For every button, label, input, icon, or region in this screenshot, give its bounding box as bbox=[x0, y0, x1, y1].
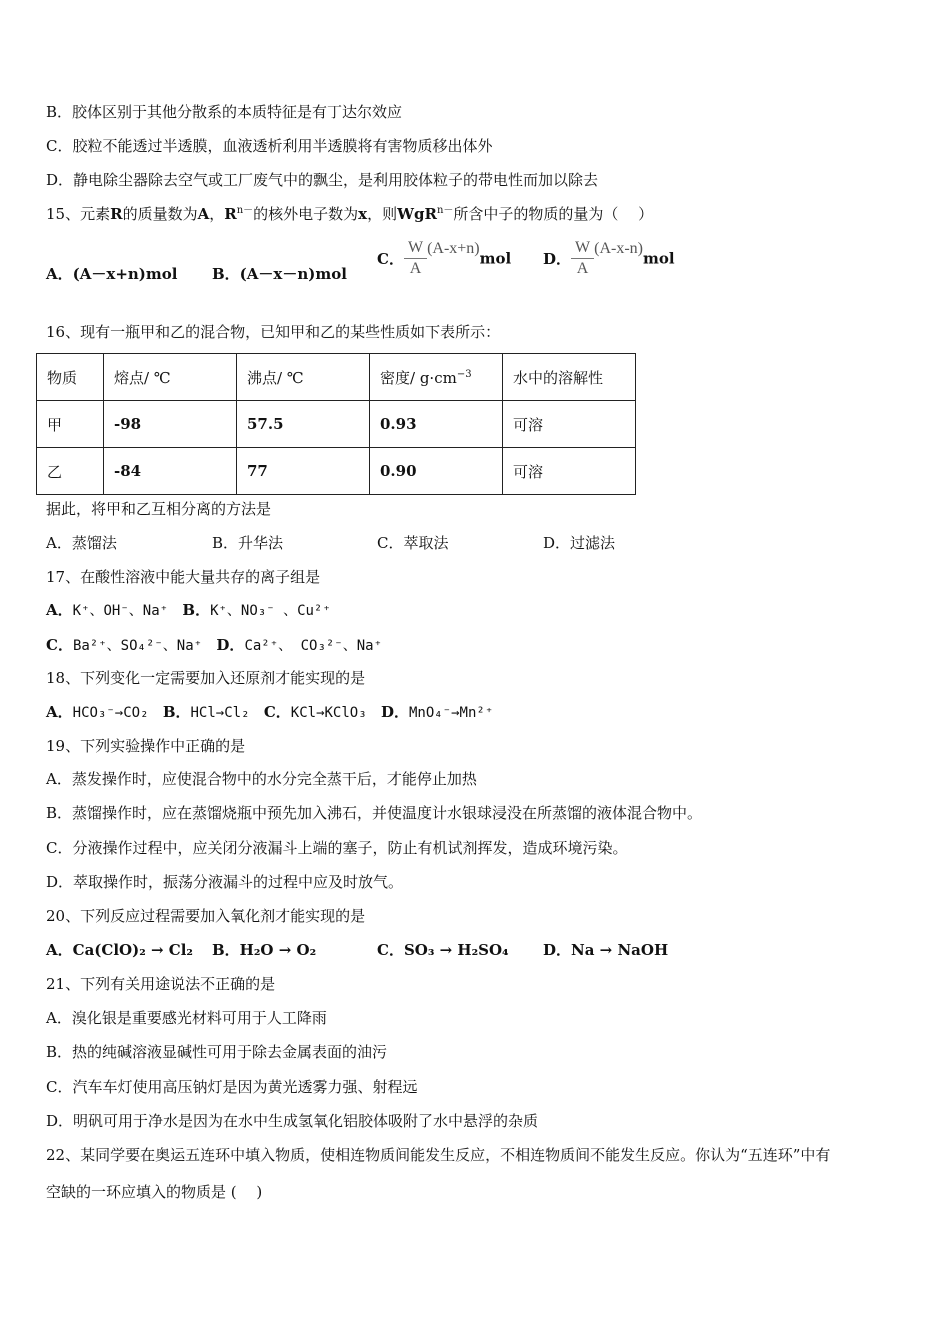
q16-option-c: C．萃取法 bbox=[377, 534, 449, 552]
table-cell: 0.90 bbox=[370, 448, 503, 495]
q15-option-b: B．(A－x－n)mol bbox=[212, 265, 347, 283]
q15-option-d: D． $\frac{W}{A}$ (A-x-n)mol bbox=[543, 239, 675, 277]
q18-options: A．HCO₃⁻→CO₂ B．HCl→Cl₂ C．KCl→KClO₃ D．MnO₄⁻→Mn²⁺ bbox=[46, 703, 494, 721]
q21-option-c: C．汽车车灯使用高压钠灯是因为黄光透雾力强、射程远 bbox=[46, 1078, 418, 1096]
q19-option-c: C．分液操作过程中，应关闭分液漏斗上端的塞子，防止有机试剂挥发，造成环境污染。 bbox=[46, 839, 628, 857]
table-cell: 可溶 bbox=[503, 448, 636, 495]
table-header-row bbox=[37, 354, 636, 401]
q17-options-ab: A．K⁺、OH⁻、Na⁺ B．K⁺、NO₃⁻ 、Cu²⁺ bbox=[46, 601, 331, 619]
table-header-cell: 熔点/ ℃ bbox=[104, 354, 237, 401]
table-row bbox=[37, 448, 636, 495]
q16-option-a: A．蒸馏法 bbox=[46, 534, 117, 552]
q17-stem: 17、在酸性溶液中能大量共存的离子组是 bbox=[46, 568, 321, 586]
table-cell: 77 bbox=[237, 448, 370, 495]
q14-option-b: B．胶体区别于其他分散系的本质特征是有丁达尔效应 bbox=[46, 103, 403, 121]
q16-stem: 16、现有一瓶甲和乙的混合物，已知甲和乙的某些性质如下表所示： bbox=[46, 323, 501, 341]
q20-option-c: C．SO₃ → H₂SO₄ bbox=[377, 941, 509, 959]
q16-option-b: B．升华法 bbox=[212, 534, 284, 552]
q20-option-b: B．H₂O → O₂ bbox=[212, 941, 317, 959]
table-cell: 0.93 bbox=[370, 401, 503, 448]
q17-options-cd: C．Ba²⁺、SO₄²⁻、Na⁺ D．Ca²⁺、 CO₃²⁻、Na⁺ bbox=[46, 636, 383, 654]
q20-option-d: D．Na → NaOH bbox=[543, 941, 669, 959]
q15-option-c-fraction: $\frac{W}{A}$ bbox=[404, 238, 427, 279]
q15-option-c: C． $\frac{W}{A}$ (A-x+n)mol bbox=[377, 239, 512, 277]
table-cell: 乙 bbox=[37, 448, 104, 495]
table-header-cell: 水中的溶解性 bbox=[503, 354, 636, 401]
q22-stem-line2: 空缺的一环应填入的物质是 ( ) bbox=[46, 1183, 263, 1201]
q14-option-c: C．胶粒不能透过半透膜，血液透析利用半透膜将有害物质移出体外 bbox=[46, 137, 493, 155]
q15-stem: 15、元素R的质量数为A，$R^{n-}$的核外电子数为x，则WgR$^{n-}$所含中子的物质的量为（ ） bbox=[46, 205, 654, 223]
q20-option-a: A．Ca(ClO)₂ → Cl₂ bbox=[46, 941, 193, 959]
q18-stem: 18、下列变化一定需要加入还原剂才能实现的是 bbox=[46, 669, 366, 687]
table-cell: 可溶 bbox=[503, 401, 636, 448]
q15-option-d-fraction: $\frac{W}{A}$ bbox=[571, 238, 594, 279]
q21-option-a: A．溴化银是重要感光材料可用于人工降雨 bbox=[46, 1009, 327, 1027]
q19-option-b: B．蒸馏操作时，应在蒸馏烧瓶中预先加入沸石，并使温度计水银球浸没在所蒸馏的液体混合物中。 bbox=[46, 804, 703, 822]
table-cell: -84 bbox=[104, 448, 237, 495]
q19-stem: 19、下列实验操作中正确的是 bbox=[46, 737, 246, 755]
table-header-cell: 沸点/ ℃ bbox=[237, 354, 370, 401]
q19-option-a: A．蒸发操作时，应使混合物中的水分完全蒸干后，才能停止加热 bbox=[46, 770, 477, 788]
q21-option-d: D．明矾可用于净水是因为在水中生成氢氧化铝胶体吸附了水中悬浮的杂质 bbox=[46, 1112, 539, 1130]
table-cell: -98 bbox=[104, 401, 237, 448]
q21-stem: 21、下列有关用途说法不正确的是 bbox=[46, 975, 276, 993]
q22-stem-line1: 22、某同学要在奥运五连环中填入物质，使相连物质间能发生反应，不相连物质间不能发生反应。你认为“五连环”中有 bbox=[46, 1146, 831, 1164]
table-cell: 57.5 bbox=[237, 401, 370, 448]
q15-option-a: A．(A－x+n)mol bbox=[46, 265, 178, 283]
table-header-cell: 物质 bbox=[37, 354, 104, 401]
table-cell: 甲 bbox=[37, 401, 104, 448]
q20-stem: 20、下列反应过程需要加入氧化剂才能实现的是 bbox=[46, 907, 366, 925]
table-row bbox=[37, 401, 636, 448]
q16-property-table bbox=[36, 353, 636, 495]
q19-option-d: D．萃取操作时，振荡分液漏斗的过程中应及时放气。 bbox=[46, 873, 404, 891]
q14-option-d: D．静电除尘器除去空气或工厂废气中的飘尘，是利用胶体粒子的带电性而加以除去 bbox=[46, 171, 599, 189]
q16-option-d: D．过滤法 bbox=[543, 534, 616, 552]
q21-option-b: B．热的纯碱溶液显碱性可用于除去金属表面的油污 bbox=[46, 1043, 388, 1061]
table-header-cell: 密度/ $g\cdot cm^{-3}$ bbox=[370, 354, 503, 401]
q16-followup: 据此，将甲和乙互相分离的方法是 bbox=[46, 500, 272, 518]
